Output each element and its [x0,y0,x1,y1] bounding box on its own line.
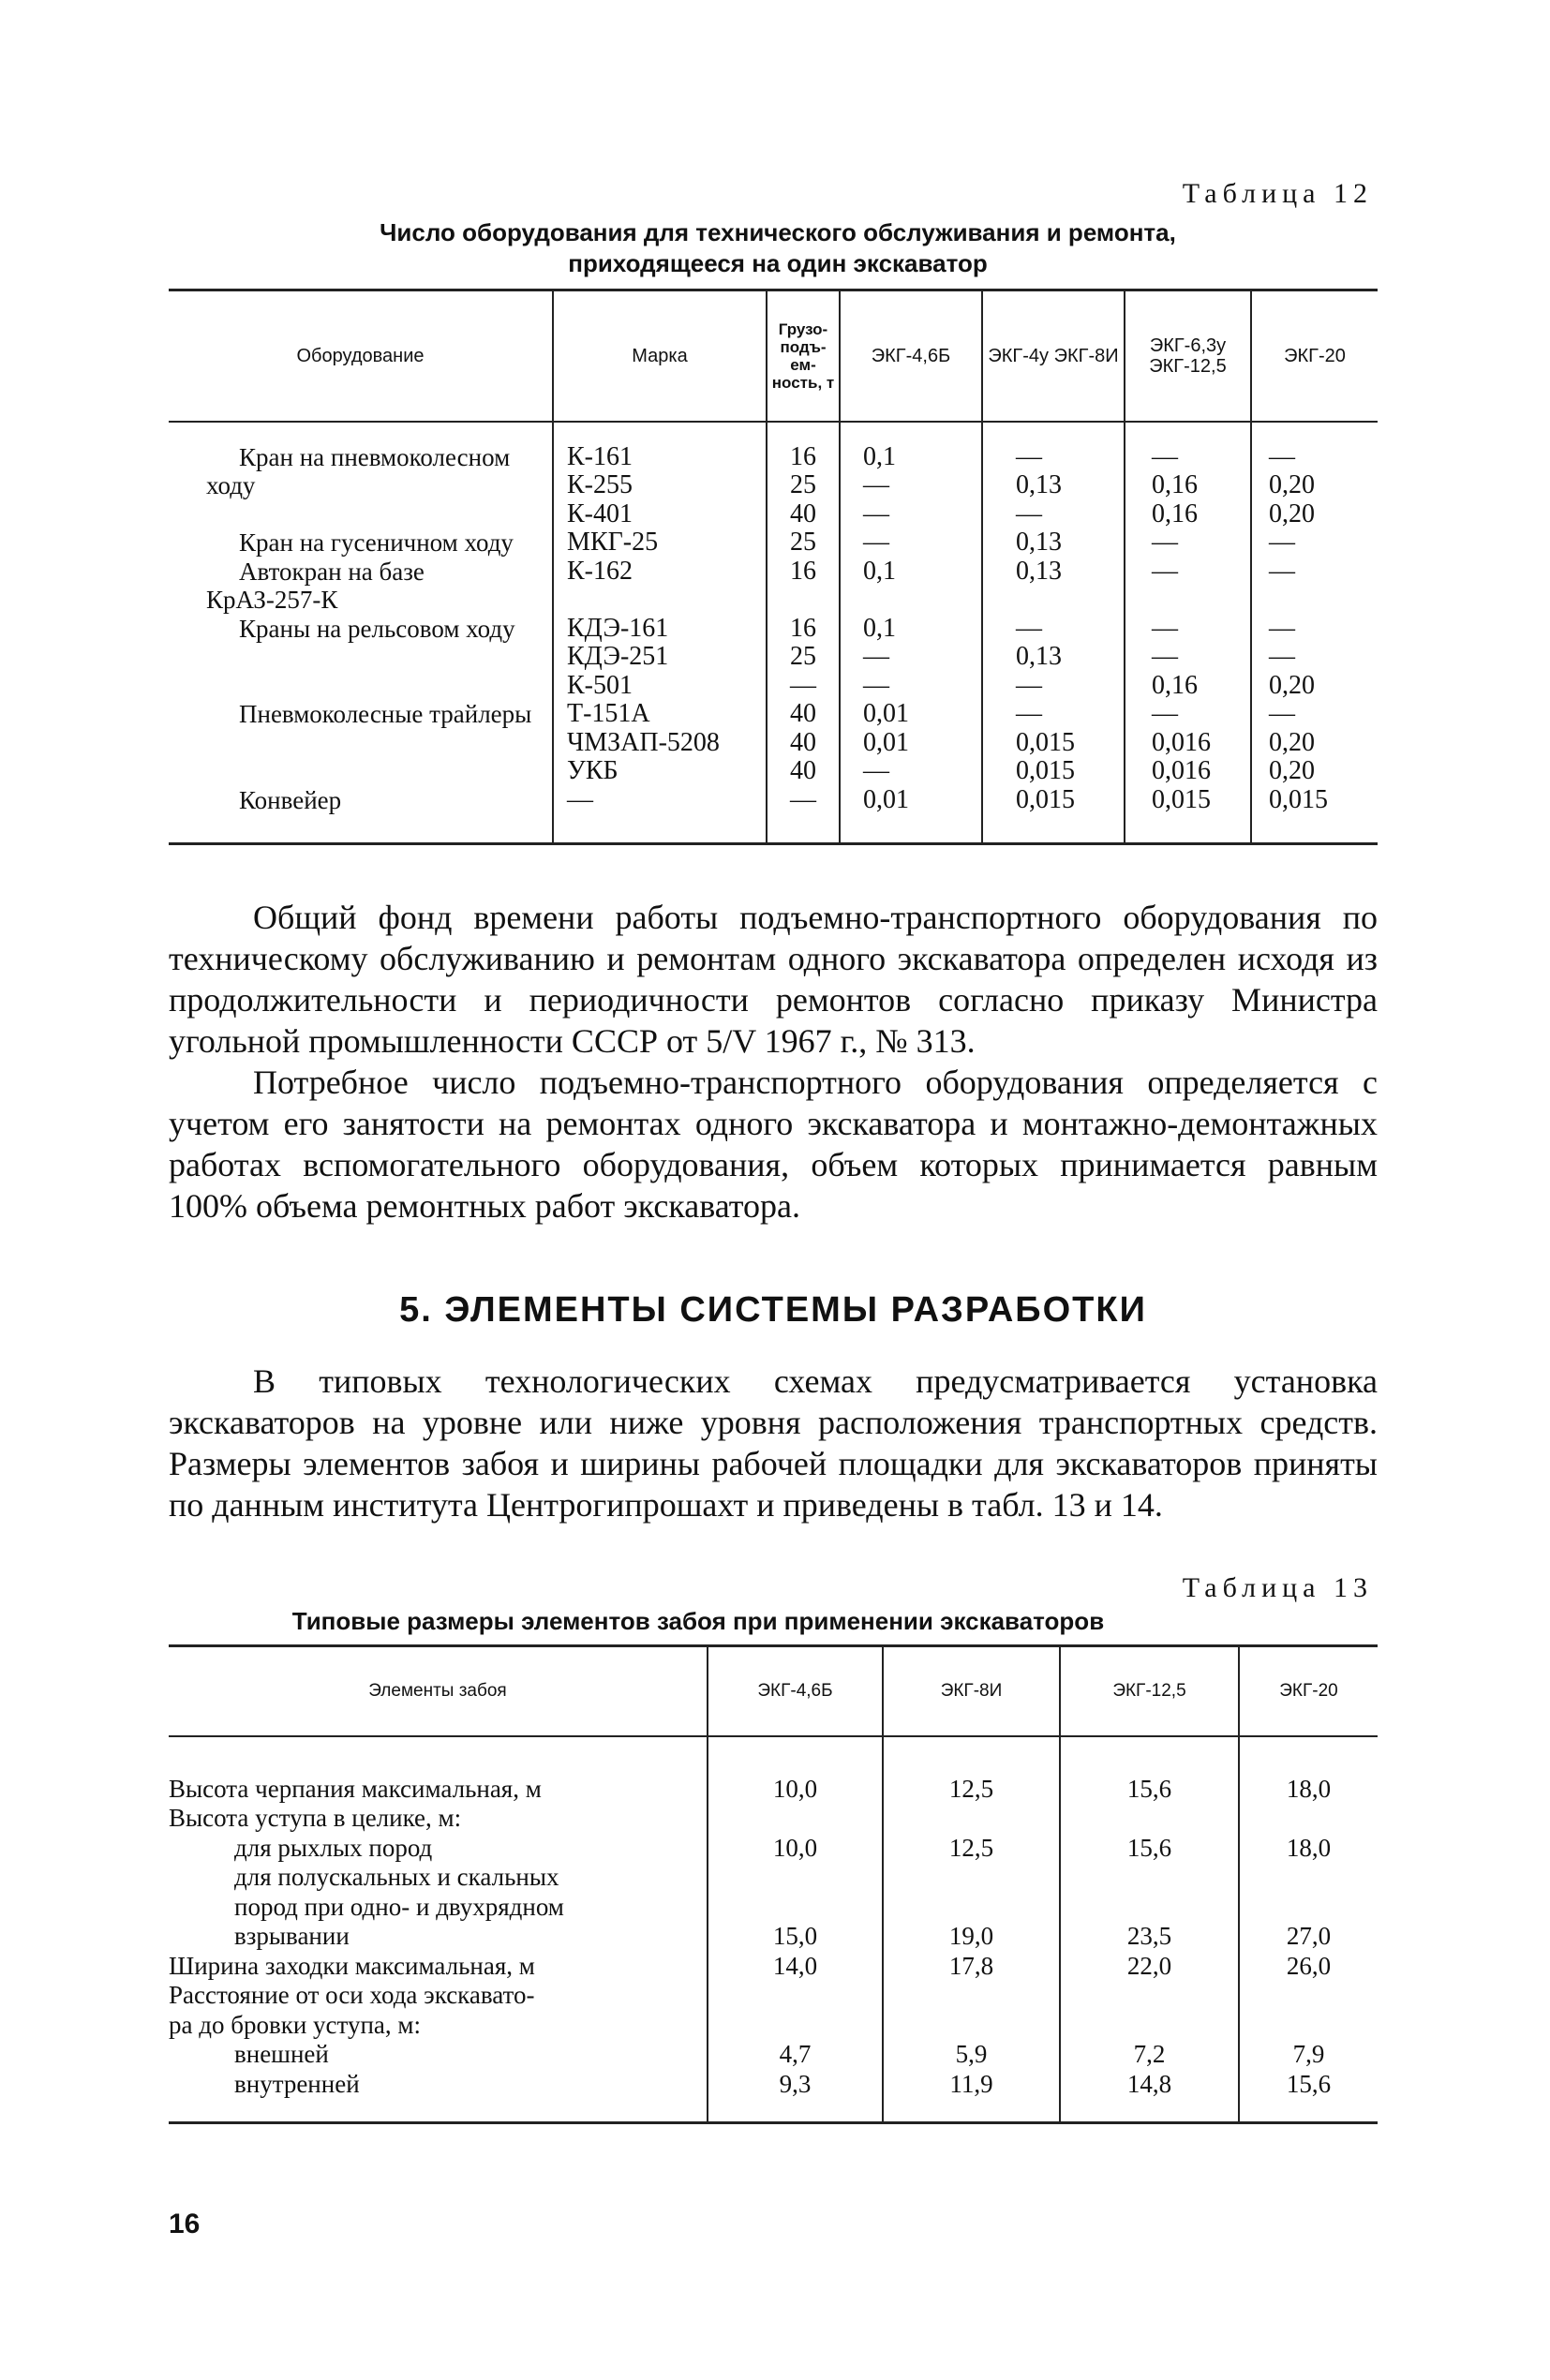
value-cell [1060,1893,1239,1923]
col-header-equipment: Оборудование [296,345,425,366]
equipment-cell [169,729,553,758]
brand-cell: ЧМЗАП-5208 [553,729,767,758]
value-cell: 14,0 [708,1952,883,1982]
value-cell: 0,20 [1251,500,1378,529]
brand-cell [553,586,767,615]
value-cell: 19,0 [883,1922,1060,1952]
value-cell [1239,1981,1378,2011]
spacer-cell [1251,814,1378,844]
value-cell: 0,20 [1251,757,1378,786]
value-cell: — [767,672,840,701]
value-cell: 11,9 [883,2070,1060,2100]
value-cell [767,586,840,615]
value-cell: — [840,528,982,558]
value-cell: 18,0 [1239,1775,1378,1805]
value-cell: 15,6 [1060,1834,1239,1864]
brand-cell: Т-151А [553,700,767,729]
value-cell: 0,20 [1251,672,1378,701]
value-cell: — [1125,443,1251,472]
spacer-cell [883,2099,1060,2123]
value-cell: 0,016 [1125,757,1251,786]
table-row [169,1834,1378,1864]
table-row [169,2070,1378,2100]
element-cell: для рыхлых пород [234,1833,433,1862]
spacer-cell [1239,1736,1378,1775]
table-row [169,1863,1378,1893]
table-row [169,558,1378,587]
value-cell: 9,3 [708,2070,883,2100]
value-cell: — [982,700,1125,729]
table-row [169,528,1378,558]
value-cell: 25 [767,471,840,500]
element-cell: пород при одно- и двухрядном [234,1892,564,1921]
brand-cell: МКГ-25 [553,528,767,558]
table-row [169,643,1378,672]
table-row [169,615,1378,644]
value-cell: 0,13 [982,528,1125,558]
value-cell: 40 [767,700,840,729]
value-cell [1060,2011,1239,2041]
value-cell: 0,16 [1125,471,1251,500]
value-cell: 0,13 [982,643,1125,672]
value-cell: 16 [767,443,840,472]
table13-caption: Таблица 13 [1182,1572,1373,1603]
col-header-ekg-125: ЭКГ-12,5 [1060,1646,1239,1736]
col-header-ekg-4u-8i: ЭКГ-4у ЭКГ-8И [982,290,1125,422]
value-cell: — [1251,643,1378,672]
value-cell: — [840,500,982,529]
col-header-ekg-20: ЭКГ-20 [1239,1646,1378,1736]
element-cell: внешней [234,2040,329,2068]
value-cell: 40 [767,500,840,529]
spacer-cell [982,814,1125,844]
col-header-ekg-63u-125: ЭКГ-6,3у ЭКГ-12,5 [1125,290,1251,422]
body-text-block-2 [169,1361,1378,1525]
value-cell: — [1125,615,1251,644]
value-cell [1060,1804,1239,1834]
value-cell: 0,015 [982,757,1125,786]
value-cell [1239,1804,1378,1834]
spacer-cell [840,814,982,844]
table-row [169,1922,1378,1952]
value-cell: 0,1 [840,443,982,472]
table-row [169,757,1378,786]
value-cell: — [840,471,982,500]
equipment-cell: ходу [206,471,256,499]
value-cell: 23,5 [1060,1922,1239,1952]
spacer-cell [1125,422,1251,443]
table-13 [169,1644,1378,2124]
value-cell: 0,01 [840,700,982,729]
value-cell: 10,0 [708,1834,883,1864]
spacer-cell [708,1736,883,1775]
spacer-cell [1060,1736,1239,1775]
table-12 [169,289,1378,845]
value-cell: 0,16 [1125,672,1251,701]
value-cell [982,586,1125,615]
value-cell [840,586,982,615]
section-heading: 5. ЭЛЕМЕНТЫ СИСТЕМЫ РАЗРАБОТКИ [399,1290,1147,1330]
value-cell: — [1251,443,1378,472]
value-cell: 40 [767,757,840,786]
table-row [169,1804,1378,1834]
value-cell [708,1804,883,1834]
table13-header-row [169,1646,1378,1736]
spacer-cell [169,2099,708,2123]
value-cell: — [982,443,1125,472]
value-cell: 27,0 [1239,1922,1378,1952]
table-row [169,2011,1378,2041]
value-cell: 0,015 [982,786,1125,815]
spacer-cell [169,1736,708,1775]
brand-cell: УКБ [553,757,767,786]
element-cell: Высота уступа в целике, м: [169,1804,462,1832]
value-cell: — [1125,528,1251,558]
value-cell [883,1893,1060,1923]
table-row [169,500,1378,529]
col-header-brand: Марка [553,290,767,422]
value-cell: 0,13 [982,558,1125,587]
value-cell [1239,1893,1378,1923]
value-cell: 14,8 [1060,2070,1239,2100]
spacer-cell [553,814,767,844]
spacer-cell [1251,422,1378,443]
value-cell: — [982,672,1125,701]
value-cell: — [1125,558,1251,587]
value-cell [1125,586,1251,615]
spacer-cell [169,422,553,443]
table-row [169,672,1378,701]
value-cell: 26,0 [1239,1952,1378,1982]
value-cell: 0,13 [982,471,1125,500]
table12-title: Число оборудования для технического обслуживания и ремонта, приходящееся на один экскаватор [380,218,1176,277]
equipment-cell: Краны на рельсовом ходу [239,614,515,643]
equipment-cell [169,500,553,529]
value-cell: 25 [767,643,840,672]
table13-title: Типовые размеры элементов забоя при применении экскаваторов [291,1607,1105,1635]
value-cell: 4,7 [708,2040,883,2070]
value-cell: — [840,672,982,701]
brand-cell: КДЭ-251 [553,643,767,672]
table12-header-row [169,290,1378,422]
value-cell [708,1981,883,2011]
col-header-capacity: Грузо-подъ-ем-ность, т [767,290,840,422]
value-cell: 0,015 [1125,786,1251,815]
table-row [169,700,1378,729]
value-cell [883,1981,1060,2011]
value-cell: 5,9 [883,2040,1060,2070]
brand-cell: КДЭ-161 [553,615,767,644]
equipment-cell [169,672,553,701]
brand-cell: К-401 [553,500,767,529]
value-cell: 0,016 [1125,729,1251,758]
col-header-elements: Элементы забоя [368,1680,507,1701]
table-row [169,1893,1378,1923]
spacer-cell [1125,814,1251,844]
value-cell: — [1251,700,1378,729]
value-cell: 0,20 [1251,729,1378,758]
value-cell: — [1251,558,1378,587]
equipment-cell: Кран на гусеничном ходу [239,528,514,557]
value-cell: 15,0 [708,1922,883,1952]
element-cell: Высота черпания максимальная, м [169,1774,542,1803]
page-number: 16 [169,2209,201,2239]
value-cell [1060,1863,1239,1893]
brand-cell: К-161 [553,443,767,472]
value-cell: 0,01 [840,786,982,815]
spacer-cell [553,422,767,443]
value-cell [1239,1863,1378,1893]
value-cell: 18,0 [1239,1834,1378,1864]
value-cell [1251,586,1378,615]
col-header-ekg-46b: ЭКГ-4,6Б [708,1646,883,1736]
table-row [169,786,1378,815]
value-cell [708,1893,883,1923]
value-cell: — [767,786,840,815]
equipment-cell: Пневмоколесные трайлеры [239,700,532,728]
value-cell: 7,9 [1239,2040,1378,2070]
brand-cell: К-162 [553,558,767,587]
spacer-cell [1060,2099,1239,2123]
value-cell: 0,015 [1251,786,1378,815]
value-cell [1060,1981,1239,2011]
value-cell: 15,6 [1060,1775,1239,1805]
value-cell: 7,2 [1060,2040,1239,2070]
element-cell: ра до бровки уступа, м: [169,2010,421,2039]
spacer-cell [883,1736,1060,1775]
table-row [169,443,1378,472]
body-text-block-1 [169,897,1378,1227]
value-cell: 15,6 [1239,2070,1378,2100]
paragraph-3: В типовых технологических схемах предусматривается установка экскаваторов на уровне или ниже уровня расположения транспортных средств. Размеры элементов забоя и ширины рабочей площадки для экскаваторов приняты по данным института Центрогипрошахт и приведены в табл. 13 и 14. [169,1362,1378,1524]
value-cell: — [1251,615,1378,644]
brand-cell: К-255 [553,471,767,500]
element-cell: для полускальных и скальных [234,1863,559,1891]
value-cell: — [982,615,1125,644]
value-cell: — [982,500,1125,529]
table-row [169,586,1378,615]
value-cell [708,2011,883,2041]
table-row [169,1952,1378,1982]
col-header-ekg-20: ЭКГ-20 [1251,290,1378,422]
value-cell: 25 [767,528,840,558]
table-row [169,729,1378,758]
table-row [169,2040,1378,2070]
value-cell: 12,5 [883,1834,1060,1864]
value-cell: 40 [767,729,840,758]
table-row [169,471,1378,500]
brand-cell: К-501 [553,672,767,701]
value-cell: — [840,643,982,672]
element-cell: Ширина заходки максимальная, м [169,1951,535,1980]
value-cell: 0,16 [1125,500,1251,529]
spacer-cell [767,814,840,844]
equipment-cell [169,757,553,786]
col-header-ekg-8i: ЭКГ-8И [883,1646,1060,1736]
table-row [169,1775,1378,1805]
spacer-cell [767,422,840,443]
value-cell: 0,015 [982,729,1125,758]
value-cell: 0,1 [840,558,982,587]
equipment-cell: Кран на пневмоколесном [239,442,511,471]
spacer-cell [708,2099,883,2123]
value-cell: — [1125,700,1251,729]
value-cell: 16 [767,558,840,587]
value-cell: — [840,757,982,786]
value-cell [708,1863,883,1893]
value-cell [883,1804,1060,1834]
paragraph-1: Общий фонд времени работы подъемно-транспортного оборудования по техническому обслуживанию и ремонтам одного экскаватора определен исходя из продолжительности и периодичности ремонтов согласно приказу Министра угольной промышленности СССР от 5/V 1967 г., № 313. [169,899,1378,1060]
equipment-cell: КрАЗ-257-К [206,586,338,614]
element-cell: Расстояние от оси хода экскавато- [169,1981,535,2009]
table12-caption: Таблица 12 [1182,178,1373,209]
value-cell: 16 [767,615,840,644]
value-cell: 0,1 [840,615,982,644]
equipment-cell [169,643,553,672]
value-cell [883,2011,1060,2041]
value-cell: 10,0 [708,1775,883,1805]
brand-cell: — [553,786,767,815]
element-cell: внутренней [234,2069,360,2098]
spacer-cell [1239,2099,1378,2123]
value-cell: 17,8 [883,1952,1060,1982]
spacer-cell [840,422,982,443]
value-cell [1239,2011,1378,2041]
col-header-ekg-46b: ЭКГ-4,6Б [840,290,982,422]
equipment-cell: Автокран на базе [239,557,425,586]
element-cell: взрывании [234,1922,350,1950]
spacer-cell [982,422,1125,443]
paragraph-2: Потребное число подъемно-транспортного оборудования определяется с учетом его занятости на ремонтах одного экскаватора и монтажно-демонтажных работах вспомогательного оборудования, объем которых принимается равным 100% объема ремонтных работ экскаватора. [169,1064,1378,1225]
value-cell: 22,0 [1060,1952,1239,1982]
spacer-cell [169,814,553,844]
value-cell: 12,5 [883,1775,1060,1805]
value-cell [883,1863,1060,1893]
equipment-cell: Конвейер [239,785,342,814]
value-cell: — [1251,528,1378,558]
value-cell: — [1125,643,1251,672]
value-cell: 0,01 [840,729,982,758]
value-cell: 0,20 [1251,471,1378,500]
table-row [169,1981,1378,2011]
